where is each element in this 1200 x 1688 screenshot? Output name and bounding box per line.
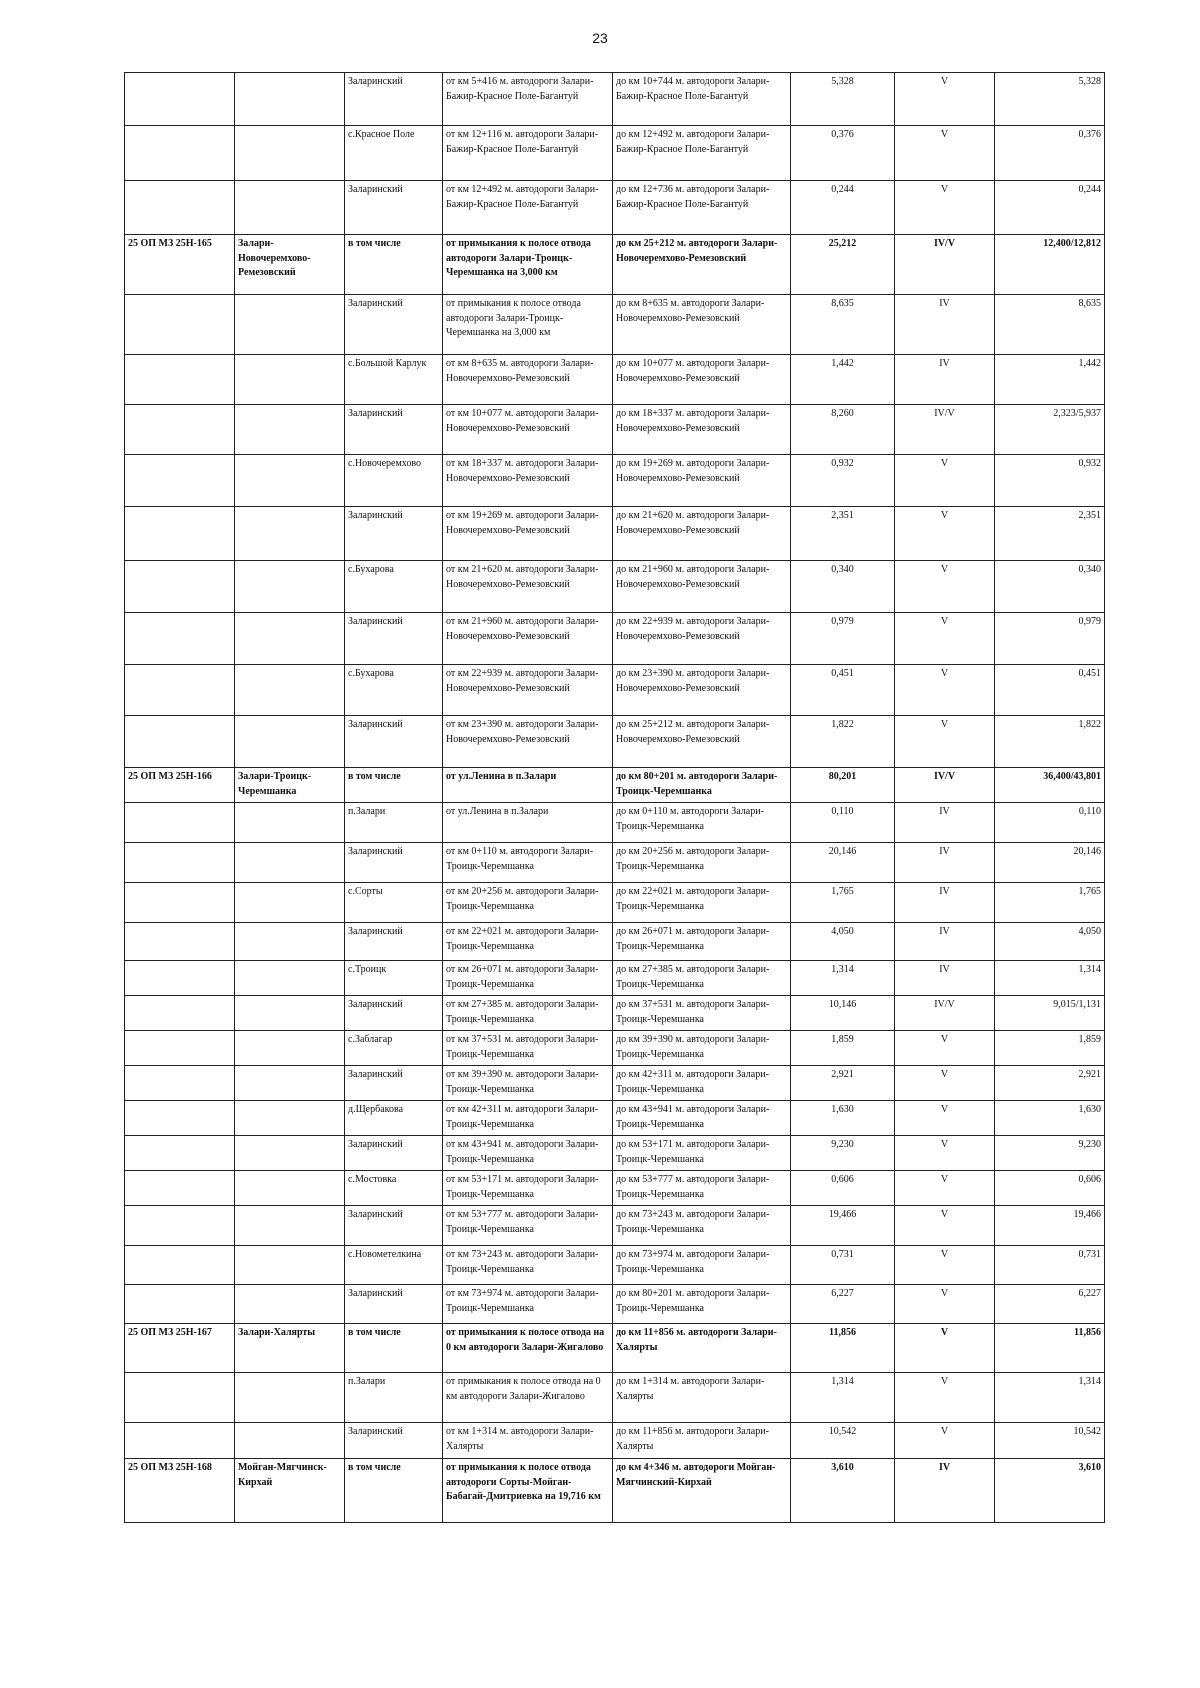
segment-end-cell: до км 21+960 м. автодороги Залари-Новочеремхово-Ремезовский [613,561,791,613]
road-code-cell [125,996,235,1031]
segment-start-cell: от примыкания к полосе отвода автодороги Сорты-Мойган-Бабагай-Дмитриевка на 19,716 км [443,1459,613,1523]
category-cell: IV [895,355,995,405]
road-name-cell [235,1101,345,1136]
segment-start-cell: от км 5+416 м. автодороги Залари-Бажир-Красное Поле-Багантуй [443,73,613,126]
length-cell: 0,110 [791,803,895,843]
category-length-cell: 1,630 [995,1101,1105,1136]
road-name-cell [235,961,345,996]
category-length-cell: 9,230 [995,1136,1105,1171]
segment-end-cell: до км 10+744 м. автодороги Залари-Бажир-Красное Поле-Багантуй [613,73,791,126]
road-name-cell [235,1423,345,1459]
category-cell: IV [895,1459,995,1523]
category-length-cell: 1,314 [995,1373,1105,1423]
table-row [125,1246,1105,1285]
settlement-cell: п.Залари [345,1373,443,1423]
length-cell: 5,328 [791,73,895,126]
category-length-cell: 0,110 [995,803,1105,843]
road-total-row [125,235,1105,295]
category-cell: V [895,716,995,768]
road-code-cell [125,1285,235,1324]
category-length-cell: 19,466 [995,1206,1105,1246]
table-row [125,1171,1105,1206]
road-code-cell: 25 ОП МЗ 25Н-167 [125,1324,235,1373]
segment-end-cell: до км 12+736 м. автодороги Залари-Бажир-Красное Поле-Багантуй [613,181,791,235]
category-length-cell: 0,979 [995,613,1105,665]
table-row [125,126,1105,181]
segment-start-cell: от км 39+390 м. автодороги Залари-Троицк-Черемшанка [443,1066,613,1101]
settlement-cell: д.Щербакова [345,1101,443,1136]
table-row [125,996,1105,1031]
category-length-cell: 9,015/1,131 [995,996,1105,1031]
segment-end-cell: до км 39+390 м. автодороги Залари-Троицк-Черемшанка [613,1031,791,1066]
road-code-cell [125,883,235,923]
segment-start-cell: от км 27+385 м. автодороги Залари-Троицк-Черемшанка [443,996,613,1031]
road-code-cell [125,613,235,665]
segment-end-cell: до км 25+212 м. автодороги Залари-Новочеремхово-Ремезовский [613,235,791,295]
table-row [125,295,1105,355]
category-cell: IV [895,803,995,843]
segment-end-cell: до км 12+492 м. автодороги Залари-Бажир-Красное Поле-Багантуй [613,126,791,181]
road-code-cell [125,1423,235,1459]
segment-start-cell: от км 73+974 м. автодороги Залари-Троицк-Черемшанка [443,1285,613,1324]
settlement-cell: Заларинский [345,405,443,455]
road-name-cell [235,73,345,126]
category-cell: V [895,561,995,613]
road-code-cell [125,1101,235,1136]
table-row [125,181,1105,235]
category-length-cell: 36,400/43,801 [995,768,1105,803]
settlement-cell: с.Новометелкина [345,1246,443,1285]
segment-start-cell: от км 22+021 м. автодороги Залари-Троицк-Черемшанка [443,923,613,961]
length-cell: 2,351 [791,507,895,561]
segment-start-cell: от км 18+337 м. автодороги Залари-Новочеремхово-Ремезовский [443,455,613,507]
segment-end-cell: до км 73+974 м. автодороги Залари-Троицк-Черемшанка [613,1246,791,1285]
road-code-cell [125,716,235,768]
category-cell: V [895,1285,995,1324]
settlement-cell: в том числе [345,1459,443,1523]
length-cell: 11,856 [791,1324,895,1373]
settlement-cell: в том числе [345,768,443,803]
segment-start-cell: от примыкания к полосе отвода на 0 км автодороги Залари-Жигалово [443,1373,613,1423]
table-row [125,355,1105,405]
segment-start-cell: от примыкания к полосе отвода на 0 км автодороги Залари-Жигалово [443,1324,613,1373]
length-cell: 10,542 [791,1423,895,1459]
road-total-row [125,768,1105,803]
road-name-cell [235,923,345,961]
segment-end-cell: до км 80+201 м. автодороги Залари-Троицк-Черемшанка [613,768,791,803]
settlement-cell: Заларинский [345,716,443,768]
road-name-cell [235,1373,345,1423]
settlement-cell: с.Сорты [345,883,443,923]
settlement-cell: с.Бухарова [345,665,443,716]
segment-start-cell: от км 53+171 м. автодороги Залари-Троицк-Черемшанка [443,1171,613,1206]
settlement-cell: Заларинский [345,613,443,665]
category-cell: IV/V [895,405,995,455]
segment-end-cell: до км 8+635 м. автодороги Залари-Новочеремхово-Ремезовский [613,295,791,355]
table-row [125,561,1105,613]
settlement-cell: Заларинский [345,295,443,355]
segment-start-cell: от км 43+941 м. автодороги Залари-Троицк-Черемшанка [443,1136,613,1171]
road-name-cell: Залари-Халярты [235,1324,345,1373]
road-code-cell [125,843,235,883]
category-cell: IV/V [895,768,995,803]
segment-end-cell: до км 21+620 м. автодороги Залари-Новочеремхово-Ремезовский [613,507,791,561]
settlement-cell: Заларинский [345,1423,443,1459]
road-name-cell [235,126,345,181]
length-cell: 0,451 [791,665,895,716]
road-name-cell [235,405,345,455]
settlement-cell: с.Новочеремхово [345,455,443,507]
segment-end-cell: до км 22+939 м. автодороги Залари-Новочеремхово-Ремезовский [613,613,791,665]
road-code-cell [125,126,235,181]
settlement-cell: с.Большой Карлук [345,355,443,405]
table-row [125,1373,1105,1423]
category-length-cell: 1,859 [995,1031,1105,1066]
category-length-cell: 2,323/5,937 [995,405,1105,455]
segment-start-cell: от км 19+269 м. автодороги Залари-Новочеремхово-Ремезовский [443,507,613,561]
road-code-cell [125,1171,235,1206]
road-code-cell [125,1066,235,1101]
category-cell: V [895,1324,995,1373]
length-cell: 1,765 [791,883,895,923]
road-code-cell [125,665,235,716]
road-code-cell [125,803,235,843]
segment-start-cell: от км 22+939 м. автодороги Залари-Новочеремхово-Ремезовский [443,665,613,716]
road-name-cell [235,883,345,923]
segment-end-cell: до км 0+110 м. автодороги Залари-Троицк-Черемшанка [613,803,791,843]
category-cell: IV [895,883,995,923]
table-row [125,73,1105,126]
road-code-cell [125,1031,235,1066]
segment-end-cell: до км 27+385 м. автодороги Залари-Троицк-Черемшанка [613,961,791,996]
length-cell: 1,859 [791,1031,895,1066]
length-cell: 25,212 [791,235,895,295]
table-row [125,1423,1105,1459]
category-length-cell: 1,314 [995,961,1105,996]
settlement-cell: с.Бухарова [345,561,443,613]
road-name-cell [235,1066,345,1101]
category-length-cell: 0,451 [995,665,1105,716]
table-row [125,1206,1105,1246]
table-row [125,665,1105,716]
category-cell: V [895,1206,995,1246]
category-cell: IV [895,295,995,355]
category-length-cell: 2,351 [995,507,1105,561]
category-length-cell: 2,921 [995,1066,1105,1101]
category-length-cell: 0,606 [995,1171,1105,1206]
road-name-cell: Залари-Троицк-Черемшанка [235,768,345,803]
category-cell: IV [895,923,995,961]
length-cell: 0,340 [791,561,895,613]
length-cell: 10,146 [791,996,895,1031]
length-cell: 80,201 [791,768,895,803]
settlement-cell: Заларинский [345,507,443,561]
segment-end-cell: до км 10+077 м. автодороги Залари-Новочеремхово-Ремезовский [613,355,791,405]
road-name-cell [235,803,345,843]
road-code-cell [125,455,235,507]
segment-end-cell: до км 23+390 м. автодороги Залари-Новочеремхово-Ремезовский [613,665,791,716]
category-length-cell: 0,932 [995,455,1105,507]
segment-start-cell: от км 73+243 м. автодороги Залари-Троицк-Черемшанка [443,1246,613,1285]
table-row [125,405,1105,455]
category-cell: V [895,181,995,235]
road-name-cell [235,1031,345,1066]
category-cell: V [895,1031,995,1066]
table-row [125,1285,1105,1324]
category-cell: IV/V [895,235,995,295]
road-code-cell [125,1136,235,1171]
road-name-cell [235,295,345,355]
settlement-cell: Заларинский [345,843,443,883]
segment-end-cell: до км 4+346 м. автодороги Мойган-Мягчинский-Кирхай [613,1459,791,1523]
table-row [125,716,1105,768]
road-code-cell: 25 ОП МЗ 25Н-165 [125,235,235,295]
segment-start-cell: от км 1+314 м. автодороги Залари-Халярты [443,1423,613,1459]
category-length-cell: 3,610 [995,1459,1105,1523]
road-code-cell [125,561,235,613]
segment-end-cell: до км 53+777 м. автодороги Залари-Троицк-Черемшанка [613,1171,791,1206]
category-cell: V [895,613,995,665]
category-length-cell: 4,050 [995,923,1105,961]
length-cell: 1,630 [791,1101,895,1136]
table-row [125,923,1105,961]
segment-start-cell: от примыкания к полосе отвода автодороги Залари-Троицк-Черемшанка на 3,000 км [443,235,613,295]
table-row [125,1066,1105,1101]
table-row [125,1101,1105,1136]
category-cell: V [895,1246,995,1285]
segment-end-cell: до км 26+071 м. автодороги Залари-Троицк-Черемшанка [613,923,791,961]
segment-start-cell: от км 53+777 м. автодороги Залари-Троицк-Черемшанка [443,1206,613,1246]
length-cell: 1,822 [791,716,895,768]
road-code-cell [125,1373,235,1423]
length-cell: 8,260 [791,405,895,455]
category-cell: V [895,1373,995,1423]
road-name-cell: Мойган-Мягчинск-Кирхай [235,1459,345,1523]
settlement-cell: Заларинский [345,73,443,126]
length-cell: 9,230 [791,1136,895,1171]
road-name-cell [235,716,345,768]
category-length-cell: 5,328 [995,73,1105,126]
road-name-cell [235,507,345,561]
category-cell: V [895,665,995,716]
segment-end-cell: до км 1+314 м. автодороги Залари-Халярты [613,1373,791,1423]
road-code-cell [125,405,235,455]
settlement-cell: с.Заблагар [345,1031,443,1066]
table-row [125,1136,1105,1171]
category-cell: V [895,126,995,181]
segment-end-cell: до км 20+256 м. автодороги Залари-Троицк-Черемшанка [613,843,791,883]
table-row [125,1031,1105,1066]
length-cell: 0,932 [791,455,895,507]
segment-end-cell: до км 37+531 м. автодороги Залари-Троицк-Черемшанка [613,996,791,1031]
road-name-cell [235,355,345,405]
settlement-cell: Заларинский [345,181,443,235]
category-cell: V [895,455,995,507]
settlement-cell: с.Красное Поле [345,126,443,181]
road-name-cell [235,1136,345,1171]
segment-end-cell: до км 43+941 м. автодороги Залари-Троицк-Черемшанка [613,1101,791,1136]
segment-end-cell: до км 22+021 м. автодороги Залари-Троицк-Черемшанка [613,883,791,923]
category-length-cell: 0,731 [995,1246,1105,1285]
segment-end-cell: до км 53+171 м. автодороги Залари-Троицк-Черемшанка [613,1136,791,1171]
length-cell: 1,314 [791,1373,895,1423]
road-code-cell: 25 ОП МЗ 25Н-168 [125,1459,235,1523]
length-cell: 20,146 [791,843,895,883]
segment-start-cell: от км 8+635 м. автодороги Залари-Новочеремхово-Ремезовский [443,355,613,405]
road-code-cell [125,1206,235,1246]
settlement-cell: с.Троицк [345,961,443,996]
length-cell: 0,376 [791,126,895,181]
length-cell: 0,979 [791,613,895,665]
length-cell: 1,442 [791,355,895,405]
segment-start-cell: от ул.Ленина в п.Залари [443,803,613,843]
road-code-cell [125,73,235,126]
road-name-cell [235,843,345,883]
settlement-cell: Заларинский [345,1206,443,1246]
category-length-cell: 8,635 [995,295,1105,355]
road-name-cell [235,665,345,716]
segment-start-cell: от км 10+077 м. автодороги Залари-Новочеремхово-Ремезовский [443,405,613,455]
road-code-cell [125,923,235,961]
category-cell: V [895,1423,995,1459]
category-length-cell: 0,244 [995,181,1105,235]
category-cell: V [895,1101,995,1136]
road-name-cell [235,1171,345,1206]
table-row [125,455,1105,507]
segment-start-cell: от км 26+071 м. автодороги Залари-Троицк-Черемшанка [443,961,613,996]
category-length-cell: 0,340 [995,561,1105,613]
table-row [125,883,1105,923]
category-cell: V [895,1171,995,1206]
table-body [125,73,1105,1523]
settlement-cell: Заларинский [345,1066,443,1101]
segment-start-cell: от км 20+256 м. автодороги Залари-Троицк-Черемшанка [443,883,613,923]
road-register-table [124,72,1105,1523]
segment-end-cell: до км 73+243 м. автодороги Залари-Троицк-Черемшанка [613,1206,791,1246]
length-cell: 0,731 [791,1246,895,1285]
category-cell: IV [895,843,995,883]
road-name-cell [235,1206,345,1246]
page-number: 23 [592,30,608,46]
segment-end-cell: до км 11+856 м. автодороги Залари-Халярты [613,1324,791,1373]
segment-start-cell: от примыкания к полосе отвода автодороги Залари-Троицк-Черемшанка на 3,000 км [443,295,613,355]
category-length-cell: 0,376 [995,126,1105,181]
segment-start-cell: от км 0+110 м. автодороги Залари-Троицк-Черемшанка [443,843,613,883]
length-cell: 8,635 [791,295,895,355]
settlement-cell: Заларинский [345,923,443,961]
category-cell: V [895,1136,995,1171]
road-code-cell [125,295,235,355]
category-length-cell: 6,227 [995,1285,1105,1324]
road-code-cell [125,355,235,405]
settlement-cell: Заларинский [345,1285,443,1324]
segment-start-cell: от км 21+620 м. автодороги Залари-Новочеремхово-Ремезовский [443,561,613,613]
length-cell: 0,606 [791,1171,895,1206]
road-total-row [125,1324,1105,1373]
category-length-cell: 10,542 [995,1423,1105,1459]
segment-end-cell: до км 25+212 м. автодороги Залари-Новочеремхово-Ремезовский [613,716,791,768]
road-code-cell [125,181,235,235]
category-length-cell: 1,442 [995,355,1105,405]
table-row [125,613,1105,665]
road-name-cell: Залари-Новочеремхово-Ремезовский [235,235,345,295]
category-length-cell: 1,765 [995,883,1105,923]
road-name-cell [235,561,345,613]
category-cell: IV [895,961,995,996]
road-name-cell [235,996,345,1031]
length-cell: 2,921 [791,1066,895,1101]
segment-start-cell: от ул.Ленина в п.Залари [443,768,613,803]
table-row [125,843,1105,883]
road-name-cell [235,455,345,507]
road-name-cell [235,613,345,665]
settlement-cell: в том числе [345,1324,443,1373]
segment-start-cell: от км 12+492 м. автодороги Залари-Бажир-Красное Поле-Багантуй [443,181,613,235]
segment-start-cell: от км 42+311 м. автодороги Залари-Троицк-Черемшанка [443,1101,613,1136]
category-cell: IV/V [895,996,995,1031]
road-code-cell [125,507,235,561]
settlement-cell: с.Мостовка [345,1171,443,1206]
length-cell: 0,244 [791,181,895,235]
length-cell: 19,466 [791,1206,895,1246]
road-total-row [125,1459,1105,1523]
settlement-cell: Заларинский [345,1136,443,1171]
road-code-cell: 25 ОП МЗ 25Н-166 [125,768,235,803]
category-cell: V [895,1066,995,1101]
table-row [125,507,1105,561]
table-row [125,961,1105,996]
length-cell: 4,050 [791,923,895,961]
category-length-cell: 20,146 [995,843,1105,883]
settlement-cell: п.Залари [345,803,443,843]
settlement-cell: Заларинский [345,996,443,1031]
segment-start-cell: от км 21+960 м. автодороги Залари-Новочеремхово-Ремезовский [443,613,613,665]
category-cell: V [895,73,995,126]
length-cell: 1,314 [791,961,895,996]
category-length-cell: 1,822 [995,716,1105,768]
road-name-cell [235,1285,345,1324]
category-length-cell: 11,856 [995,1324,1105,1373]
length-cell: 6,227 [791,1285,895,1324]
road-code-cell [125,1246,235,1285]
settlement-cell: в том числе [345,235,443,295]
segment-end-cell: до км 42+311 м. автодороги Залари-Троицк-Черемшанка [613,1066,791,1101]
category-length-cell: 12,400/12,812 [995,235,1105,295]
segment-start-cell: от км 37+531 м. автодороги Залари-Троицк-Черемшанка [443,1031,613,1066]
road-name-cell [235,1246,345,1285]
segment-end-cell: до км 18+337 м. автодороги Залари-Новочеремхово-Ремезовский [613,405,791,455]
segment-end-cell: до км 19+269 м. автодороги Залари-Новочеремхово-Ремезовский [613,455,791,507]
category-cell: V [895,507,995,561]
segment-end-cell: до км 80+201 м. автодороги Залари-Троицк-Черемшанка [613,1285,791,1324]
segment-start-cell: от км 23+390 м. автодороги Залари-Новочеремхово-Ремезовский [443,716,613,768]
road-code-cell [125,961,235,996]
road-name-cell [235,181,345,235]
length-cell: 3,610 [791,1459,895,1523]
segment-end-cell: до км 11+856 м. автодороги Залари-Халярты [613,1423,791,1459]
segment-start-cell: от км 12+116 м. автодороги Залари-Бажир-Красное Поле-Багантуй [443,126,613,181]
table-row [125,803,1105,843]
